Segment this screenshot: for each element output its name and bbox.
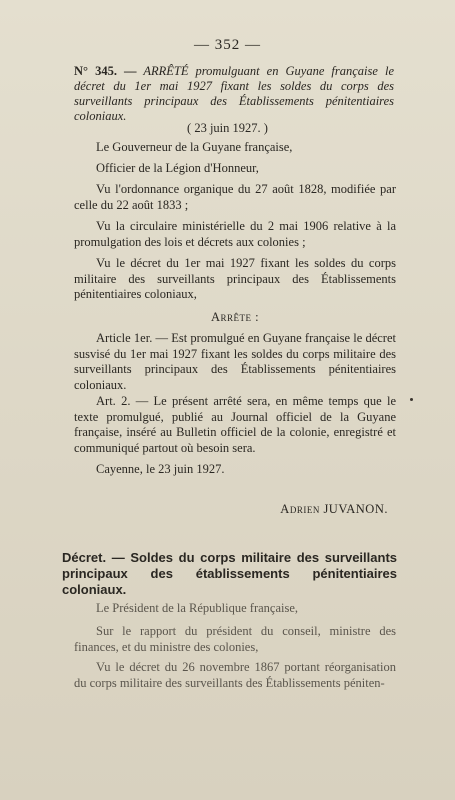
governor-line: Le Gouverneur de la Guyane française, [96, 140, 293, 154]
article-1: Article 1er. — Est promulgué en Guyane française le décret susvisé du 1er mai 1927 fixant les soldes du corps militaire des surveillants principaux des Établissements pénitentiaires coloniaux. [74, 331, 396, 392]
arrete-label: Arrête : [210, 310, 260, 324]
arrete-number: N° 345. — [74, 64, 137, 78]
decret-vu-1867: Vu le décret du 26 novembre 1867 portant réorganisation du corps militaire des surveillants des Établissements péniten- [74, 660, 396, 690]
vu-decret: Vu le décret du 1er mai 1927 fixant les soldes du corps militaire des surveillants principaux des Établissements pénitentiaires coloniaux, [74, 256, 396, 302]
place-date: Cayenne, le 23 juin 1927. [96, 462, 225, 476]
arrete-heading [74, 64, 394, 124]
signature: Adrien JUVANON. [280, 502, 388, 516]
arrete-date: ( 23 juin 1927. ) [187, 121, 268, 135]
article-2: Art. 2. — Le présent arrêté sera, en même temps que le texte promulgué, publié au Journal officiel de la Guyane française, inséré au Bulletin officiel de la colonie, enregistré et communiqué partout où besoin sera. [74, 394, 396, 455]
vu-circulaire: Vu la circulaire ministérielle du 2 mai 1906 relative à la promulgation des lois et décrets aux colonies ; [74, 219, 396, 249]
ink-dot [410, 398, 413, 401]
arrete-title: ARRÊTÉ promulguant en Guyane française le décret du 1er mai 1927 fixant les soldes du corps des surveillants principaux des Établissements pénitentiaires coloniaux. [74, 64, 395, 123]
decret-heading: Décret. — Soldes du corps militaire des surveillants principaux des établissements pénitentiaires coloniaux. [62, 550, 397, 597]
rapport-line: Sur le rapport du président du conseil, ministre des finances, et du ministre des colonies, [74, 624, 396, 654]
page-number: — 352 — [194, 37, 261, 53]
president-line: Le Président de la République française, [96, 601, 299, 615]
officer-line: Officier de la Légion d'Honneur, [96, 161, 259, 175]
vu-ordonnance: Vu l'ordonnance organique du 27 août 1828, modifiée par celle du 22 août 1833 ; [74, 182, 396, 212]
